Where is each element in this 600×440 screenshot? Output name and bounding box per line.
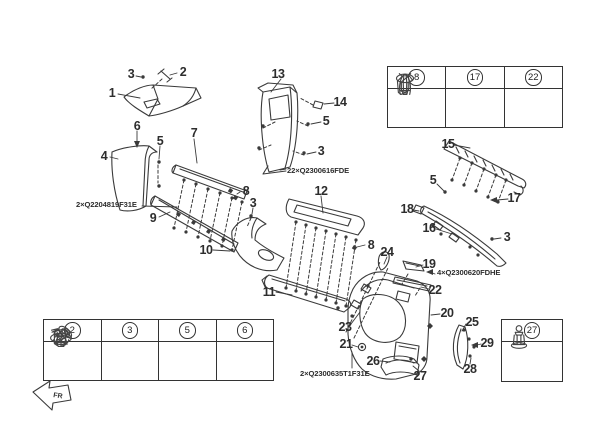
callout-27: 27 (413, 369, 427, 383)
legend-cell-22 (505, 67, 562, 88)
callout-29: 29 (480, 336, 494, 350)
callout-21: 21 (339, 337, 353, 351)
push-rivet-icon (102, 342, 160, 380)
part-10-b-pillar-lower-trim (232, 218, 284, 271)
part-2-screw (158, 69, 172, 82)
callout-13: 13 (271, 67, 285, 81)
part-22-quarter-upper-strip (393, 277, 431, 291)
part-9-front-sill-garnish (151, 196, 238, 252)
callout-28: 28 (463, 362, 477, 376)
dome-grommet-icon (217, 342, 274, 380)
circled-number-6: 6 (237, 322, 254, 339)
circled-number-8: 8 (408, 69, 425, 86)
callout-8: 8 (367, 238, 375, 252)
callout-3: 3 (249, 196, 257, 210)
legend-bottom-left (43, 319, 274, 381)
part-21-grommet (358, 343, 365, 350)
part-13-b-pillar-upper-trim (258, 83, 298, 174)
part-1-a-pillar-upper-trim (124, 85, 201, 116)
legend-cell-6 (217, 320, 274, 341)
callout-9: 9 (149, 211, 157, 225)
legend-bottom-right (501, 319, 563, 382)
callout-12: 12 (314, 184, 328, 198)
callout-4: 4 (100, 149, 108, 163)
part-25-corner-bracket (453, 325, 467, 369)
part-24-small-cap (378, 252, 389, 270)
legend-cell-5 (159, 320, 217, 341)
callout-8: 8 (242, 184, 250, 198)
legend-bottom-left-body (44, 342, 273, 380)
callout-18: 18 (400, 202, 414, 216)
push-pin-icon (502, 342, 562, 381)
part-number-label: 4×Q2300620FDHE (437, 268, 501, 277)
callout-5: 5 (156, 134, 164, 148)
legend-top-right-body (388, 89, 562, 127)
part-number-label: 2×Q2300635T1F31E (300, 369, 370, 378)
callout-14: 14 (333, 95, 347, 109)
legend-cell-3 (102, 320, 160, 341)
callout-17: 17 (507, 191, 521, 205)
callout-15: 15 (441, 137, 455, 151)
circled-number-22: 22 (525, 69, 542, 86)
callout-3: 3 (503, 230, 511, 244)
callout-7: 7 (190, 126, 198, 140)
callout-1: 1 (108, 86, 116, 100)
part-number-label: 2×Q2204819F31E (76, 200, 137, 209)
callout-24: 24 (380, 245, 394, 259)
callout-5: 5 (429, 173, 437, 187)
spring-clip-icon (159, 342, 217, 380)
part-26-lower-pocket-trim (381, 356, 419, 375)
part-number-label: 22×Q2300616FDE (287, 166, 350, 175)
callout-6: 6 (133, 119, 141, 133)
prong-clip-icon (446, 89, 504, 127)
circled-number-17: 17 (467, 69, 484, 86)
legend-bottom-right-body (502, 342, 562, 381)
callout-19: 19 (422, 257, 436, 271)
callout-25: 25 (465, 315, 479, 329)
callout-22: 22 (428, 283, 442, 297)
part-14-clip (313, 101, 323, 109)
callout-16: 16 (422, 221, 436, 235)
fr-label: FR (52, 392, 64, 401)
legend-cell-17 (446, 67, 504, 88)
part-16-quarter-window-garnish (421, 206, 506, 266)
callout-23: 23 (338, 320, 352, 334)
callout-3: 3 (317, 144, 325, 158)
circled-number-5: 5 (179, 322, 196, 339)
callout-26: 26 (366, 354, 380, 368)
circled-number-27: 27 (524, 322, 541, 339)
circled-number-3: 3 (122, 322, 139, 339)
callout-20: 20 (440, 306, 454, 320)
circled-number-2: 2 (64, 322, 81, 339)
callout-3: 3 (127, 67, 135, 81)
callout-11: 11 (262, 285, 276, 299)
mushroom-pin-icon (505, 89, 562, 127)
callout-10: 10 (199, 243, 213, 257)
callout-5: 5 (322, 114, 330, 128)
callout-2: 2 (179, 65, 187, 79)
legend-top-right (387, 66, 563, 128)
part-4-cowl-side-trim (112, 146, 157, 211)
fr-direction-arrow (33, 381, 71, 410)
legend-bottom-left-header (44, 320, 273, 342)
